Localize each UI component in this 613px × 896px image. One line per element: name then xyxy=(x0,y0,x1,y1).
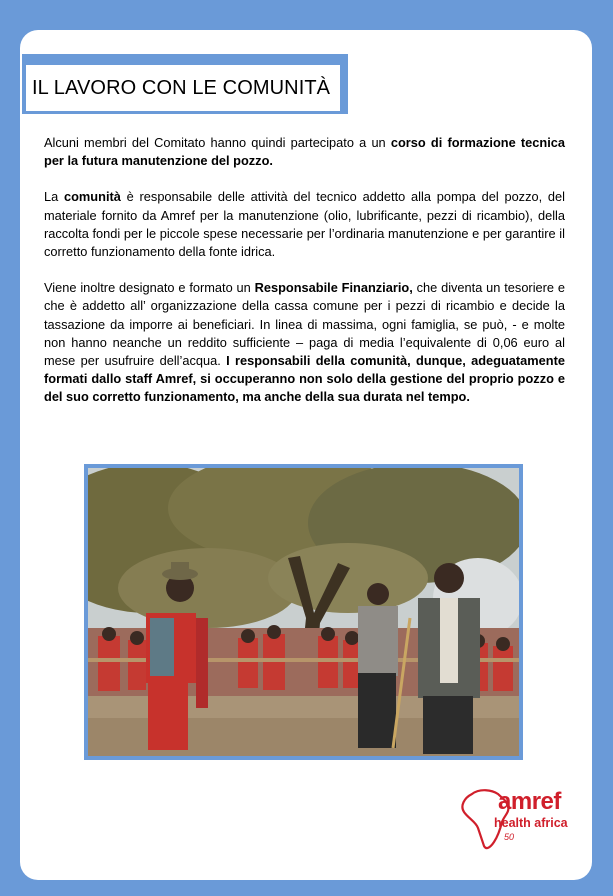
paragraph-1 xyxy=(44,134,565,170)
amref-logo xyxy=(458,786,570,852)
page-title: IL LAVORO CON LE COMUNITÀ xyxy=(32,76,331,99)
p2-text-a: La xyxy=(44,189,64,205)
p3-bold-b: Responsabile Finanziario, xyxy=(254,280,413,296)
community-photo xyxy=(88,468,519,756)
p3-bold-d: I responsabili della comunità, dunque, adeguatamente formati dallo staff Amref, si occuperanno non solo della gestione del proprio pozzo e del suo corretto funzionamento, ma anche della sua durata nel tempo. xyxy=(44,353,565,405)
p2-text-c: è responsabile delle attività del tecnico addetto alla pompa del pozzo, del materiale fornito da Amref per la manutenzione (olio, lubrificante, pezzi di ricambio), della raccolta fondi per le piccole spese necessarie per l’ordinaria manutenzione e per garantire il corretto funzionamento della fonte idrica. xyxy=(44,189,565,260)
p1-bold: corso di formazione tecnica per la futura manutenzione del pozzo. xyxy=(44,135,566,169)
logo-name: amref xyxy=(498,788,561,815)
paragraph-3 xyxy=(44,279,565,406)
article-body xyxy=(44,134,565,425)
p2-bold: comunità xyxy=(64,189,121,205)
title-box xyxy=(26,65,340,111)
p3-text-c: che diventa un tesoriere e che è addetto all’ organizzazione della cassa comune per i pezzi di ricambio e decide la tassazione da imporre ai beneficiari. In linea di massima, ogni famiglia, se può, - e molte non hanno neanche un reddito sufficiente – paga di media l’equivalente di 0,06 euro al mese per usufruire dell’acqua. xyxy=(44,280,565,369)
logo-anniversary: 50 xyxy=(504,832,515,842)
p1-text: Alcuni membri del Comitato hanno quindi partecipato a un xyxy=(44,135,391,150)
paragraph-2 xyxy=(44,188,565,261)
p3-text-a: Viene inoltre designato e formato un xyxy=(44,280,255,296)
logo-tagline: health africa xyxy=(494,816,568,830)
